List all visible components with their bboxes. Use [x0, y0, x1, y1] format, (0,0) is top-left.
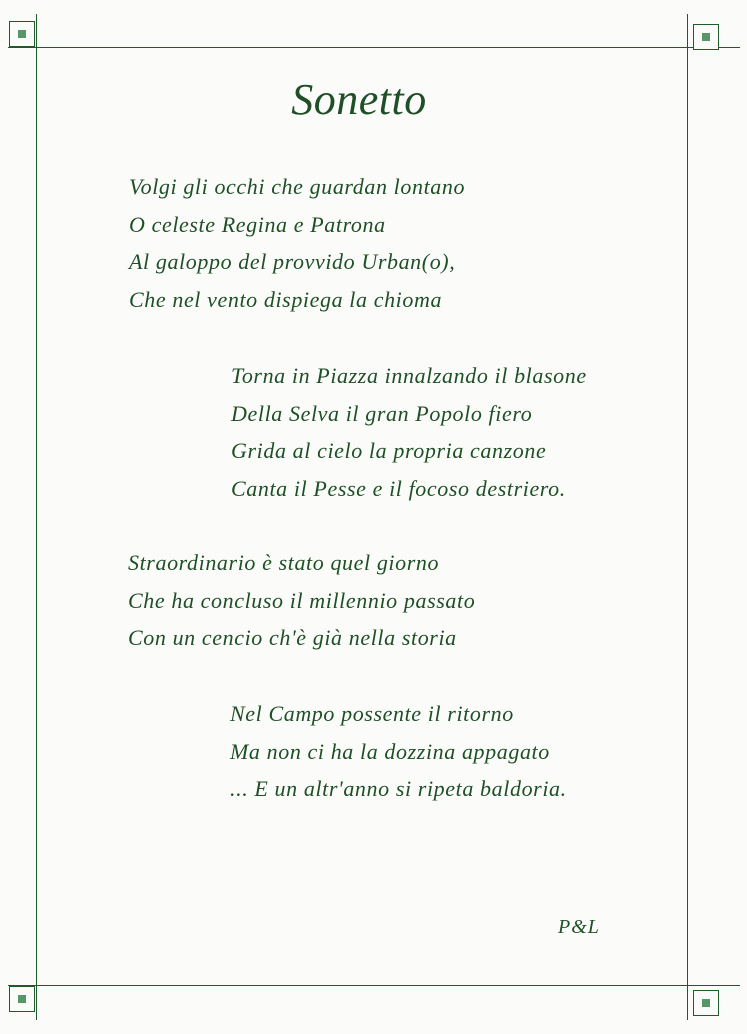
verse-line: Grida al cielo la propria canzone — [231, 438, 547, 463]
verse-line: ... E un altr'anno si ripeta baldoria. — [230, 776, 567, 801]
stanza-3 — [128, 544, 475, 657]
frame-left-rule — [36, 14, 37, 1020]
stanza-4 — [230, 695, 567, 808]
verse-line: Della Selva il gran Popolo fiero — [231, 400, 533, 426]
corner-dot-icon — [18, 30, 26, 38]
verse-line: Ma non ci ha la dozzina appagato — [230, 738, 550, 764]
corner-dot-icon — [702, 999, 710, 1007]
verse-line: Che nel vento dispiega la chioma — [129, 286, 443, 312]
corner-square-icon — [9, 21, 35, 47]
verse-line: Con un cencio ch'è già nella storia — [128, 625, 457, 650]
frame-bottom-rule — [8, 985, 740, 986]
verse-line: Straordinario è stato quel giorno — [128, 550, 440, 575]
stanza-1 — [129, 168, 465, 318]
verse-line: Nel Campo possente il ritorno — [230, 701, 514, 726]
corner-square-icon — [9, 986, 35, 1012]
verse-line: Torna in Piazza innalzando il blasone — [231, 363, 587, 388]
corner-square-icon — [693, 990, 719, 1016]
frame-top-rule — [8, 47, 740, 48]
verse-line: Che ha concluso il millennio passato — [128, 587, 476, 613]
verse-line: O celeste Regina e Patrona — [129, 211, 386, 237]
corner-dot-icon — [702, 33, 710, 41]
author-signature: P&L — [558, 916, 600, 938]
corner-dot-icon — [18, 995, 26, 1003]
stanza-2 — [231, 357, 587, 507]
frame-right-rule — [687, 14, 688, 1020]
corner-square-icon — [693, 24, 719, 50]
verse-line: Al galoppo del provvido Urban(o), — [129, 249, 456, 274]
verse-line: Canta il Pesse e il focoso destriero. — [231, 475, 566, 501]
page-title: Sonetto — [291, 75, 427, 124]
verse-line: Volgi gli occhi che guardan lontano — [129, 174, 466, 199]
